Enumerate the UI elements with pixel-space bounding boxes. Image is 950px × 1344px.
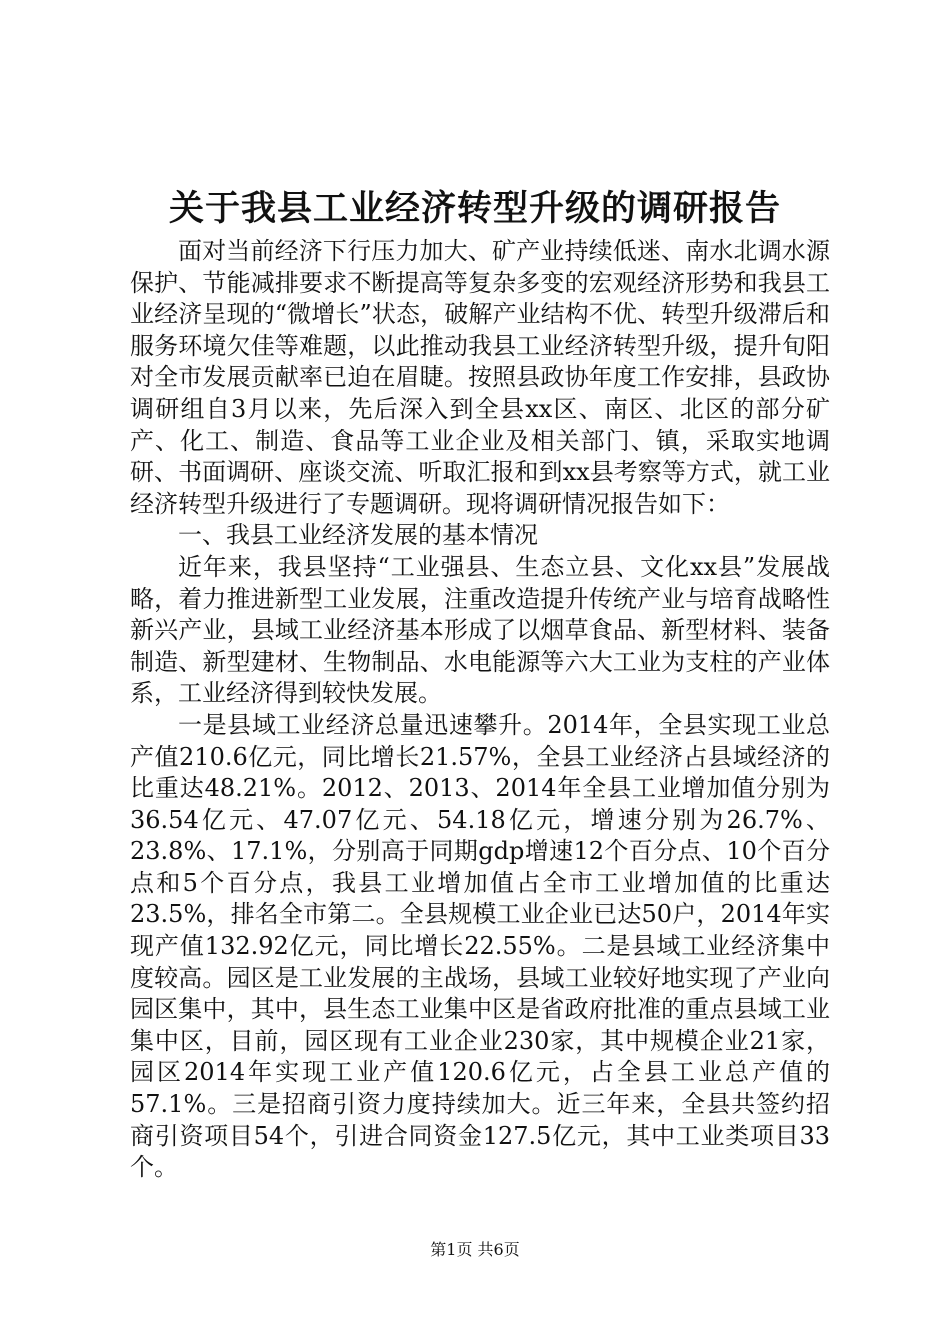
- document-body: [130, 236, 830, 1184]
- page-footer: 第1页 共6页: [430, 1240, 520, 1259]
- section-heading: 一、我县工业经济发展的基本情况: [178, 521, 538, 550]
- paragraph-overview: 近年来，我县坚持“工业强县、生态立县、文化xx县”发展战略，着力推进新型工业发展，注重改造提升传统产业与培育战略性新兴产业，县域工业经济基本形成了以烟草食品、新型材料、装备制造、新型建材、生物制品、水电能源等六大工业为支柱的产业体系，工业经济得到较快发展。: [130, 552, 830, 708]
- document-title: 关于我县工业经济转型升级的调研报告: [168, 188, 781, 229]
- paragraph-details: 一是县域工业经济总量迅速攀升。2014年，全县实现工业总产值210.6亿元，同比增长21.57%，全县工业经济占县域经济的比重达48.21%。2012、2013、2014年全县工业增加值分别为36.54亿元、47.07亿元、54.18亿元，增速分别为26.7%、23.8%、17.1%，分别高于同期gdp增速12个百分点、10个百分点和5个百分点，我县工业增加值占全市工业增加值的比重达23.5%，排名全市第二。全县规模工业企业已达50户，2014年实现产值132.92亿元，同比增长22.55%。二是县域工业经济集中度较高。园区是工业发展的主战场，县域工业较好地实现了产业向园区集中，其中，县生态工业集中区是省政府批准的重点县域工业集中区，目前，园区现有工业企业230家，其中规模企业21家，园区2014年实现工业产值120.6亿元，占全县工业总产值的57.1%。三是招商引资力度持续加大。近三年来，全县共签约招商引资项目54个，引进合同资金127.5亿元，其中工业类项目33个。: [130, 710, 830, 1182]
- paragraph-intro: 面对当前经济下行压力加大、矿产业持续低迷、南水北调水源保护、节能减排要求不断提高等复杂多变的宏观经济形势和我县工业经济呈现的“微增长”状态，破解产业结构不优、转型升级滞后和服务环境欠佳等难题，以此推动我县工业经济转型升级，提升旬阳对全市发展贡献率已迫在眉睫。按照县政协年度工作安排，县政协调研组自3月以来，先后深入到全县xx区、南区、北区的部分矿产、化工、制造、食品等工业企业及相关部门、镇，采取实地调研、书面调研、座谈交流、听取汇报和到xx县考察等方式，就工业经济转型升级进行了专题调研。现将调研情况报告如下：: [130, 237, 830, 518]
